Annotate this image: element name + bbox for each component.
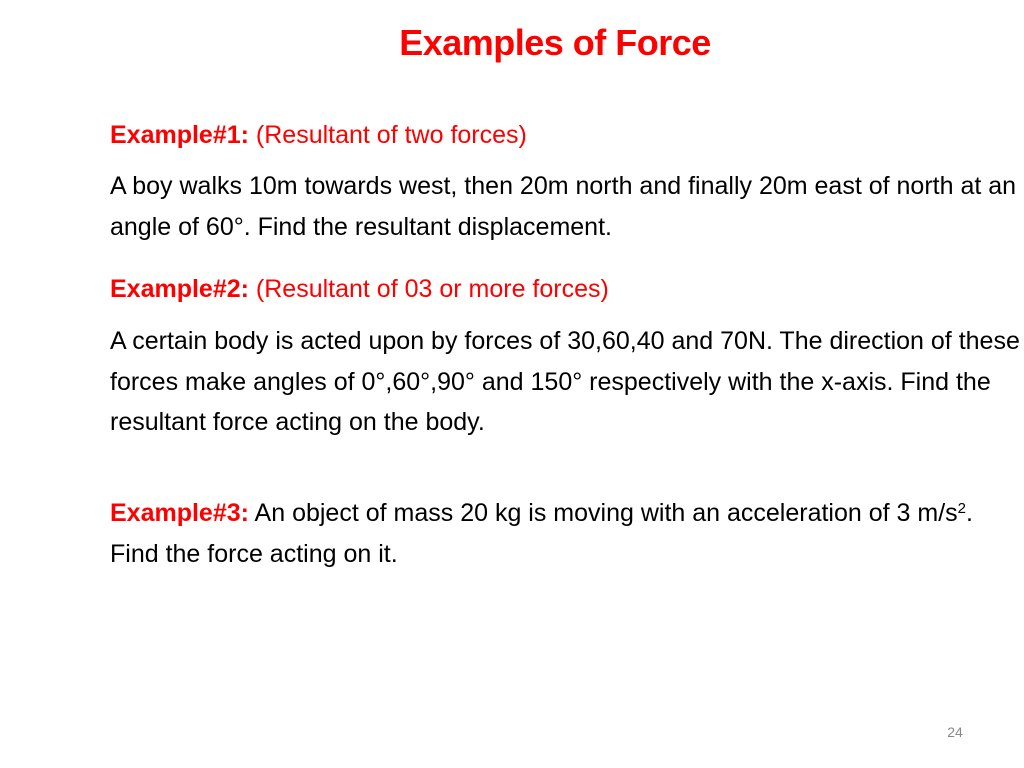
example1-subtitle: (Resultant of two forces) (255, 121, 527, 149)
example2-subtitle: (Resultant of 03 or more forces) (255, 275, 609, 303)
example2-heading (110, 272, 609, 306)
example2-label: Example#2: (110, 275, 249, 303)
example3-label: Example#3: (110, 499, 249, 527)
example3-text-after: . Find the force acting on it. (110, 499, 973, 568)
example2-text: A certain body is acted upon by forces of 30,60,40 and 70N. The direction of these forces make angles of 0°,60°,90° and 150° respectively with the x-axis. Find the resultant force acting on the body. (110, 327, 1020, 436)
example3-superscript: 2 (957, 500, 967, 517)
example3-paragraph (110, 493, 1020, 574)
page-number: 24 (947, 724, 963, 740)
example3-text-before: An object of mass 20 kg is moving with an acceleration of 3 m/s (254, 499, 958, 527)
example1-heading (110, 118, 527, 152)
example1-text: A boy walks 10m towards west, then 20m north and finally 20m east of north at an angle of 60°. Find the resultant displacement. (110, 172, 1017, 241)
slide-title: Examples of Force (399, 22, 711, 63)
example1-label: Example#1: (110, 121, 249, 149)
